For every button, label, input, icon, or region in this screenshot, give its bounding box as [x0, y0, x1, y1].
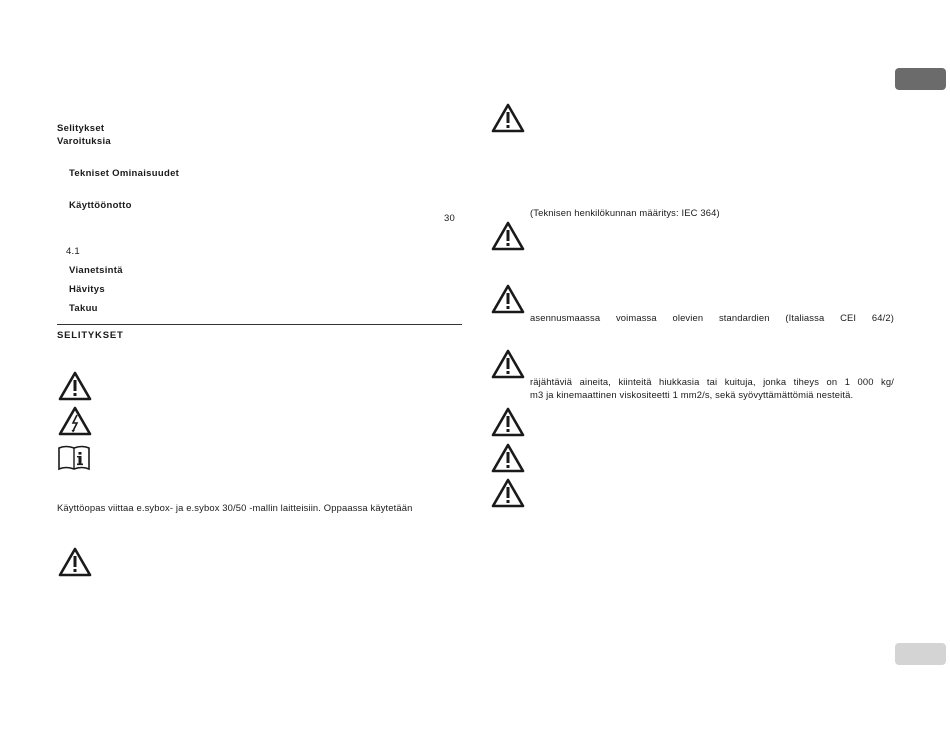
warning-triangle-icon [491, 284, 525, 314]
fluids-line-1: räjähtäviä aineita, kiinteitä hiukkasia tai kuituja, jonka tiheys on 1 000 kg/ [530, 376, 894, 387]
standards-line: asennusmaassa voimassa olevien standardien (Italiassa CEI 64/2) [530, 312, 894, 323]
toc-item-selitykset: Selitykset [57, 123, 105, 134]
warning-triangle-icon [491, 478, 525, 508]
toc-item-tekniset: Tekniset Ominaisuudet [69, 168, 180, 179]
warning-triangle-icon [491, 443, 525, 473]
warning-triangle-icon [491, 221, 525, 251]
tech-staff-note: (Teknisen henkilökunnan määritys: IEC 364) [530, 207, 720, 218]
manual-info-icon [57, 445, 91, 471]
warning-triangle-icon [491, 349, 525, 379]
side-tab-top [895, 68, 946, 90]
warning-triangle-icon [491, 407, 525, 437]
warning-triangle-icon [58, 371, 92, 401]
toc-item-takuu: Takuu [69, 303, 98, 314]
section-heading: SELITYKSET [57, 330, 124, 341]
toc-item-4-1: 4.1 [66, 246, 80, 257]
intro-paragraph: Käyttöopas viittaa e.sybox- ja e.sybox 30/50 -mallin laitteisiin. Oppaassa käytetään [57, 502, 413, 513]
toc-item-varoituksia: Varoituksia [57, 136, 111, 147]
fluids-line-2: m3 ja kinemaattinen viskositeetti 1 mm2/s, sekä syövyttämättömiä nesteitä. [530, 389, 854, 400]
section-divider [57, 324, 462, 325]
toc-item-kayttoonotto: Käyttöönotto [69, 200, 132, 211]
toc-item-vianetsinta: Vianetsintä [69, 265, 123, 276]
electric-hazard-icon [58, 406, 92, 436]
warning-triangle-icon [58, 547, 92, 577]
side-tab-bottom [895, 643, 946, 665]
toc-item-havitys: Hävitys [69, 284, 105, 295]
warning-triangle-icon [491, 103, 525, 133]
toc-page-number: 30 [444, 213, 455, 224]
